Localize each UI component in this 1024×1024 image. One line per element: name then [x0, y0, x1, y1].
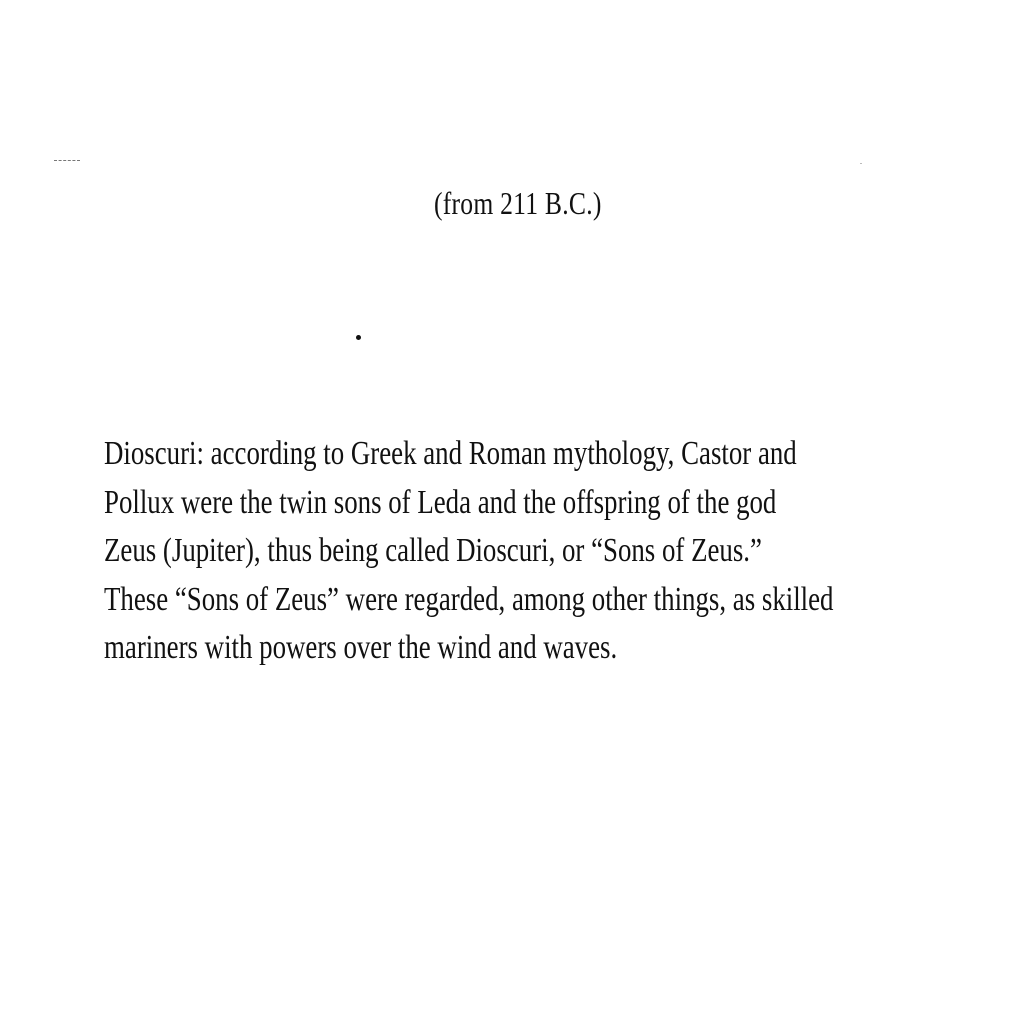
date-note: (from 211 B.C.) [434, 185, 602, 221]
definition-paragraph [104, 430, 1024, 673]
paragraph-line: mariners with powers over the wind and waves. [104, 629, 618, 666]
scan-artifact-speck [860, 163, 862, 164]
paragraph-line: Zeus (Jupiter), thus being called Dioscuri, or “Sons of Zeus.” [104, 532, 762, 569]
stray-dot-mark [356, 335, 361, 340]
paragraph-line: These “Sons of Zeus” were regarded, among other things, as skilled [104, 580, 834, 618]
scan-artifact-mark [54, 160, 80, 161]
paragraph-line: Pollux were the twin sons of Leda and the offspring of the god [104, 483, 777, 521]
paragraph-line: Dioscuri: according to Greek and Roman mythology, Castor and [104, 435, 797, 472]
